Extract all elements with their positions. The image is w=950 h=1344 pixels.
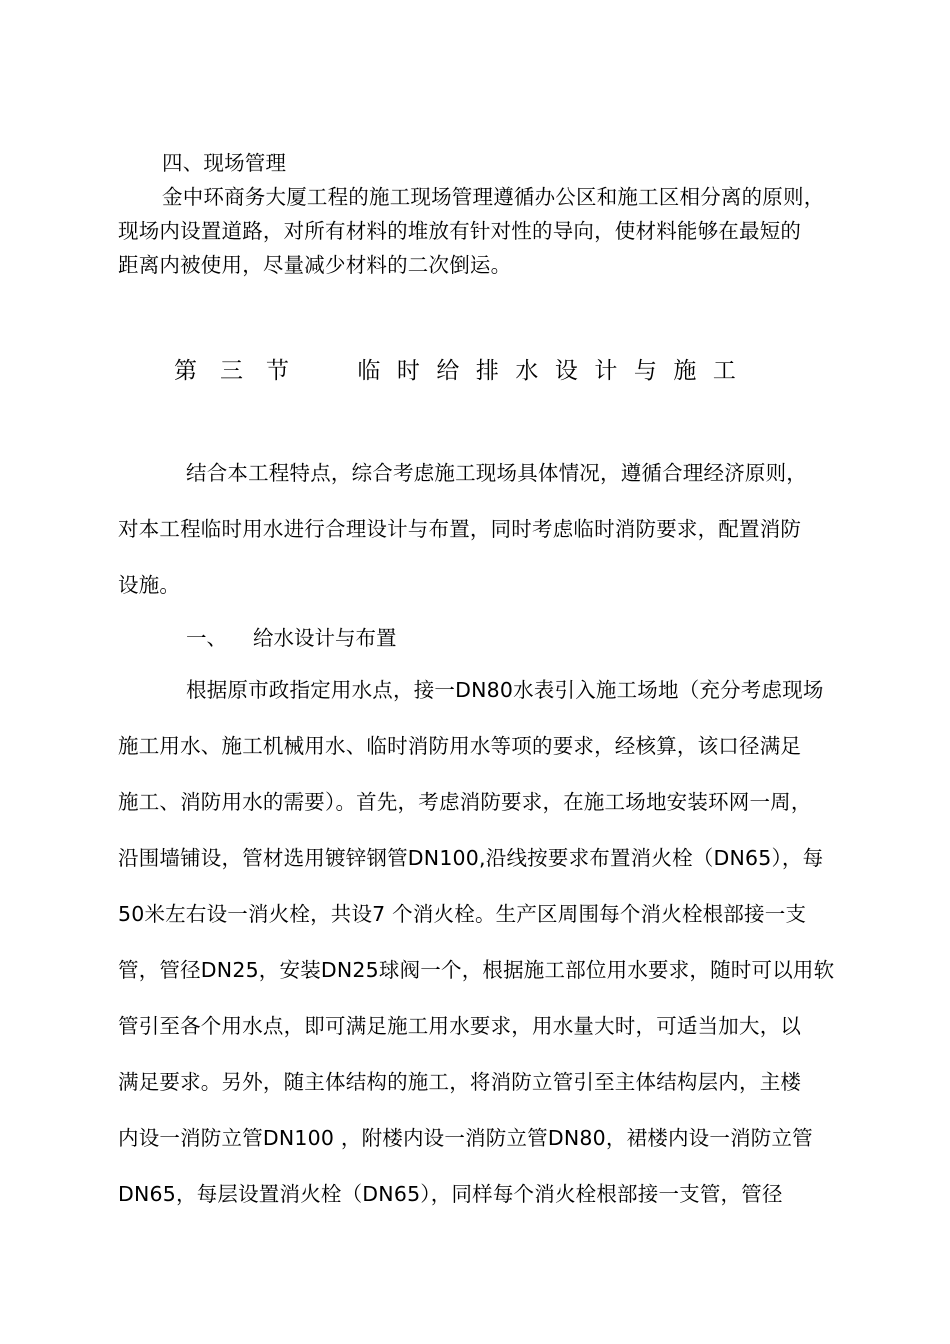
- paragraph-line: 现场内设置道路，对所有材料的堆放有针对性的导向，使材料能够在最短的: [118, 219, 802, 243]
- chapter-heading: [174, 352, 752, 385]
- paragraph-line: 沿围墙铺设，管材选用镀锌钢管DN100,沿线按要求布置消火栓（DN65），每: [118, 846, 824, 870]
- paragraph-line: 距离内被使用，尽量减少材料的二次倒运。: [118, 253, 512, 277]
- paragraph-line: 施工、消防用水的需要）。首先，考虑消防要求，在施工场地安装环网一周，: [118, 790, 812, 814]
- chapter-title: 临 时 给 排 水 设 计 与 施 工: [357, 358, 736, 384]
- section-heading: 四、现场管理: [162, 151, 287, 175]
- paragraph-line: 满足要求。另外，随主体结构的施工，将消防立管引至主体结构层内，主楼: [118, 1070, 802, 1094]
- subsection-title: 给水设计与布置: [253, 626, 397, 650]
- paragraph-line: DN65，每层设置消火栓（DN65），同样每个消火栓根部接一支管，管径: [118, 1182, 783, 1206]
- paragraph-line: 内设一消防立管DN100 ，附楼内设一消防立管DN80，裙楼内设一消防立管: [118, 1126, 813, 1150]
- paragraph-line: 结合本工程特点，综合考虑施工现场具体情况，遵循合理经济原则，: [186, 461, 807, 485]
- chapter-number: 第 三 节: [174, 358, 289, 384]
- subsection-number: 一、: [186, 626, 227, 650]
- paragraph-line: 设施。: [118, 573, 181, 597]
- paragraph-line: 施工用水、施工机械用水、临时消防用水等项的要求，经核算，该口径满足: [118, 734, 802, 758]
- paragraph-line: 对本工程临时用水进行合理设计与布置，同时考虑临时消防要求，配置消防: [118, 517, 802, 541]
- paragraph-line: 管引至各个用水点，即可满足施工用水要求，用水量大时，可适当加大，以: [118, 1014, 802, 1038]
- paragraph-line: 金中环商务大厦工程的施工现场管理遵循办公区和施工区相分离的原则，: [162, 185, 825, 209]
- paragraph-line: 根据原市政指定用水点，接一DN80水表引入施工场地（充分考虑现场: [186, 678, 824, 702]
- paragraph-line: 50米左右设一消火栓，共设7 个消火栓。生产区周围每个消火栓根部接一支: [118, 902, 807, 926]
- paragraph-line: 管，管径DN25，安装DN25球阀一个，根据施工部位用水要求，随时可以用软: [118, 958, 835, 982]
